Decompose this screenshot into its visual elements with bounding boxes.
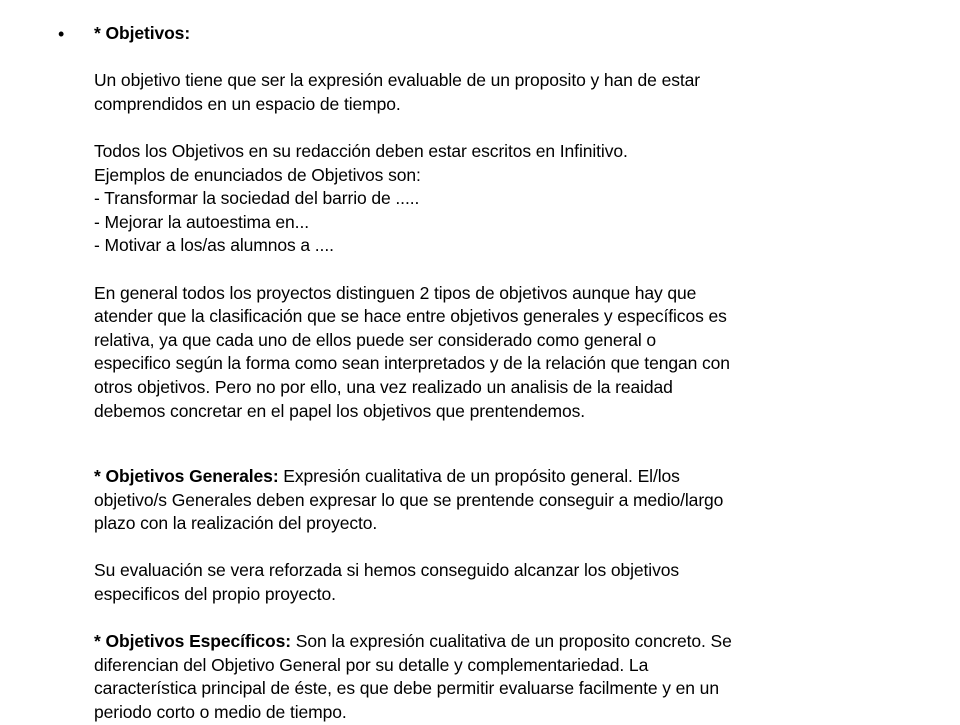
objetivos-especificos-line: característica principal de éste, es que debe permitir evaluarse facilmente y en un bbox=[94, 678, 719, 699]
general-paragraph-line: atender que la clasificación que se hace entre objetivos generales y específicos es bbox=[94, 306, 727, 327]
objetivos-generales-first-line: * Objetivos Generales: Expresión cualitativa de un propósito general. El/los bbox=[94, 466, 680, 487]
heading: * Objetivos: bbox=[94, 23, 191, 43]
objetivos-generales-line: objetivo/s Generales deben expresar lo que se prentende conseguir a medio/largo bbox=[94, 489, 724, 510]
example-item: - Motivar a los/as alumnos a .... bbox=[94, 235, 334, 256]
general-paragraph-line: En general todos los proyectos distinguen 2 tipos de objetivos aunque hay que bbox=[94, 282, 697, 303]
infinitive-line: Ejemplos de enunciados de Objetivos son: bbox=[94, 164, 421, 185]
bullet-content bbox=[94, 22, 914, 725]
intro-line: Un objetivo tiene que ser la expresión evaluable de un proposito y han de estar bbox=[94, 70, 700, 91]
objetivos-generales-label: * Objetivos Generales: bbox=[94, 466, 279, 487]
objetivos-generales-line: plazo con la realización del proyecto. bbox=[94, 513, 378, 534]
general-paragraph-line: relativa, ya que cada uno de ellos puede ser considerado como general o bbox=[94, 329, 657, 350]
objetivos-especificos-label: * Objetivos Específicos: bbox=[94, 631, 291, 652]
intro-line: comprendidos en un espacio de tiempo. bbox=[94, 93, 401, 114]
objetivos-especificos-first-line: * Objetivos Específicos: Son la expresión cualitativa de un proposito concreto. Se bbox=[94, 631, 732, 652]
general-paragraph-line: otros objetivos. Pero no por ello, una vez realizado un analisis de la reaidad bbox=[94, 376, 673, 397]
bullet-marker: • bbox=[58, 24, 65, 44]
objetivos-especificos-line: diferencian del Objetivo General por su detalle y complementariedad. La bbox=[94, 654, 649, 675]
general-paragraph-line: debemos concretar en el papel los objetivos que prentendemos. bbox=[94, 400, 586, 421]
example-item: - Transformar la sociedad del barrio de ..... bbox=[94, 188, 420, 209]
evaluacion-line: Su evaluación se vera reforzada si hemos conseguido alcanzar los objetivos bbox=[94, 560, 680, 581]
objetivos-especificos-line: periodo corto o medio de tiempo. bbox=[94, 702, 347, 723]
example-item: - Mejorar la autoestima en... bbox=[94, 211, 309, 232]
infinitive-line: Todos los Objetivos en su redacción deben estar escritos en Infinitivo. bbox=[94, 140, 628, 161]
evaluacion-line: especificos del propio proyecto. bbox=[94, 584, 336, 605]
general-paragraph-line: especifico según la forma como sean interpretados y de la relación que tengan con bbox=[94, 353, 730, 374]
